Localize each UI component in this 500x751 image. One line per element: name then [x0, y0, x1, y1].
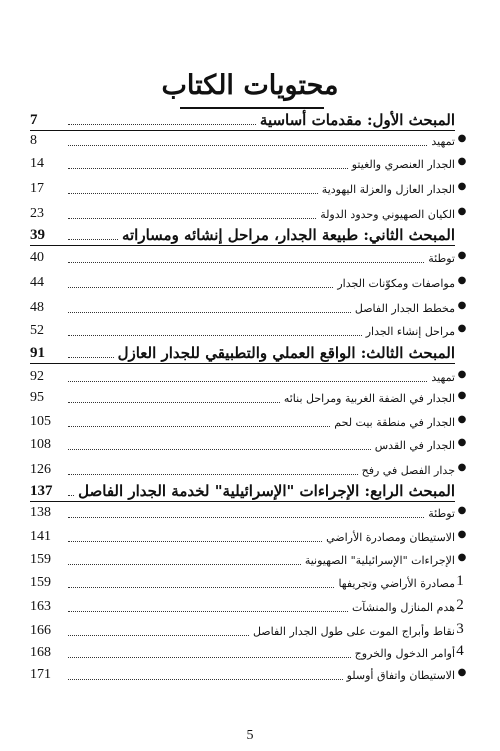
toc-page-number: 168: [30, 645, 51, 660]
toc-section-row: [30, 343, 455, 364]
toc-entry-row: [30, 130, 455, 152]
toc-page-number: 14: [30, 156, 44, 171]
bullet-icon: ●: [457, 369, 467, 380]
toc-entry-title: جدار الفصل في رفح: [361, 463, 455, 477]
toc-page-number: 126: [30, 462, 51, 477]
toc-entry-title: مواصفات ومكوّنات الجدار: [337, 276, 455, 290]
toc-entry-title: مراحل إنشاء الجدار: [365, 324, 455, 338]
toc-entry-row: [30, 502, 455, 524]
bullet-icon: ●: [457, 300, 467, 311]
toc-entry-title: مخطط الجدار الفاصل: [354, 301, 455, 315]
dot-leader: [68, 239, 118, 240]
toc-entry-title: المبحث الثالث: الواقع العملي والتطبيقي للجدار العازل: [117, 344, 455, 362]
dot-leader: [68, 218, 316, 219]
page-number: 5: [246, 728, 254, 743]
toc-page-number: 48: [30, 300, 44, 315]
toc-entry-title: الجدار في القدس: [374, 438, 455, 452]
toc-page-number: 91: [30, 344, 45, 361]
bullet-icon: ●: [457, 390, 467, 401]
toc-page-number: 159: [30, 552, 51, 567]
toc-page-number: 40: [30, 250, 44, 265]
bullet-icon: ●: [457, 529, 467, 540]
toc-entry-title: توطئة: [428, 251, 455, 265]
dot-leader: [68, 426, 330, 427]
dot-leader: [68, 145, 427, 146]
toc-entry-title: تمهيد: [431, 370, 455, 384]
toc-entry-title: توطئة: [428, 506, 455, 520]
toc-entry-title: هدم المنازل والمنشآت: [351, 600, 455, 614]
toc-entry-row: [30, 247, 455, 269]
toc-entry-row: [30, 411, 455, 433]
toc-page-number: 92: [30, 369, 44, 384]
toc-entry-title: مصادرة الأراضي وتجريفها: [338, 576, 455, 590]
dot-leader: [68, 495, 74, 496]
toc-entry-row: [30, 620, 455, 642]
toc-entry-row: [30, 664, 455, 686]
toc-entry-row: [30, 320, 455, 342]
toc-entry-row: [30, 387, 455, 409]
dot-leader: [68, 635, 249, 636]
toc-entry-row: [30, 297, 455, 319]
toc-entry-row: [30, 642, 455, 664]
toc-page-number: 141: [30, 529, 51, 544]
toc-entry-row: [30, 596, 455, 618]
bullet-icon: ●: [457, 206, 467, 217]
toc-entry-number: 4: [456, 643, 464, 659]
toc-entry-title: الجدار العنصري والغيتو: [351, 157, 455, 171]
dot-leader: [68, 312, 351, 313]
toc-entry-title: الاستيطان ومصادرة الأراضي: [326, 530, 455, 544]
dot-leader: [68, 335, 362, 336]
toc-page-number: 171: [30, 667, 51, 682]
toc-entry-title: نقاط وأبراج الموت على طول الجدار الفاصل: [252, 624, 455, 638]
bullet-icon: ●: [457, 133, 467, 144]
toc-entry-title: تمهيد: [431, 134, 455, 148]
dot-leader: [68, 541, 322, 542]
toc-entry-row: [30, 434, 455, 456]
toc-entry-title: المبحث الأول: مقدمات أساسية: [259, 111, 455, 129]
toc-page-number: 159: [30, 575, 51, 590]
toc-entry-number: 1: [456, 573, 464, 589]
bullet-icon: ●: [457, 250, 467, 261]
toc-page-number: 108: [30, 437, 51, 452]
dot-leader: [68, 402, 280, 403]
page-title: محتويات الكتاب: [161, 70, 339, 101]
bullet-icon: ●: [457, 437, 467, 448]
toc-page-number: 8: [30, 133, 37, 148]
toc-entry-title: الجدار في منطقة بيت لحم: [334, 415, 455, 429]
toc-page-number: 95: [30, 390, 44, 405]
bullet-icon: ●: [457, 156, 467, 167]
toc-entry-number: 2: [456, 597, 464, 613]
bullet-icon: ●: [457, 667, 467, 678]
toc-entry-row: [30, 272, 455, 294]
dot-leader: [68, 611, 348, 612]
toc-page-number: 39: [30, 226, 45, 243]
dot-leader: [68, 564, 301, 565]
bullet-icon: ●: [457, 505, 467, 516]
dot-leader: [68, 517, 424, 518]
bullet-icon: ●: [457, 275, 467, 286]
toc-page-number: 52: [30, 323, 44, 338]
dot-leader: [68, 124, 256, 125]
dot-leader: [68, 449, 371, 450]
toc-entry-row: [30, 526, 455, 548]
toc-entry-row: [30, 572, 455, 594]
toc-entry-number: 3: [456, 621, 464, 637]
toc-page-number: 17: [30, 181, 44, 196]
toc-page-number: 138: [30, 505, 51, 520]
toc-section-row: [30, 481, 455, 502]
bullet-icon: ●: [457, 414, 467, 425]
toc-entry-title: المبحث الرابع: الإجراءات "الإسرائيلية" لخدمة الجدار الفاصل: [78, 482, 455, 500]
dot-leader: [68, 474, 358, 475]
bullet-icon: ●: [457, 462, 467, 473]
toc-page-number: 44: [30, 275, 44, 290]
toc-page-number: 166: [30, 623, 51, 638]
toc-page-number: 23: [30, 206, 44, 221]
dot-leader: [68, 679, 343, 680]
toc-entry-title: الجدار في الضفة الغربية ومراحل بنائه: [283, 391, 455, 405]
toc-entry-title: الإجراءات "الإسرائيلية" الصهيونية: [304, 553, 455, 567]
dot-leader: [68, 287, 333, 288]
dot-leader: [68, 168, 348, 169]
toc-section-row: [30, 110, 455, 131]
toc-entry-row: [30, 178, 455, 200]
toc-entry-title: المبحث الثاني: طبيعة الجدار، مراحل إنشائه ومساراته: [121, 226, 455, 244]
dot-leader: [68, 381, 427, 382]
toc-entry-title: الاستيطان واتفاق أوسلو: [346, 668, 455, 682]
toc-entry-title: الجدار العازل والعزلة اليهودية: [321, 182, 455, 196]
dot-leader: [68, 587, 334, 588]
toc-entry-title: الكيان الصهيوني وحدود الدولة: [320, 207, 455, 221]
toc-entry-row: [30, 203, 455, 225]
toc-page-number: 7: [30, 111, 38, 128]
toc-entry-row: [30, 459, 455, 481]
dot-leader: [68, 357, 114, 358]
dot-leader: [68, 262, 424, 263]
toc-section-row: [30, 225, 455, 246]
bullet-icon: ●: [457, 181, 467, 192]
toc-page-number: 163: [30, 599, 51, 614]
toc-page-number: 137: [30, 482, 53, 499]
title-underline: [180, 107, 324, 109]
dot-leader: [68, 193, 318, 194]
toc-entry-row: [30, 366, 455, 388]
dot-leader: [68, 657, 351, 658]
toc-entry-title: أوامر الدخول والخروج: [354, 646, 455, 660]
toc-entry-row: [30, 153, 455, 175]
toc-entry-row: [30, 549, 455, 571]
bullet-icon: ●: [457, 323, 467, 334]
bullet-icon: ●: [457, 552, 467, 563]
toc-page-number: 105: [30, 414, 51, 429]
